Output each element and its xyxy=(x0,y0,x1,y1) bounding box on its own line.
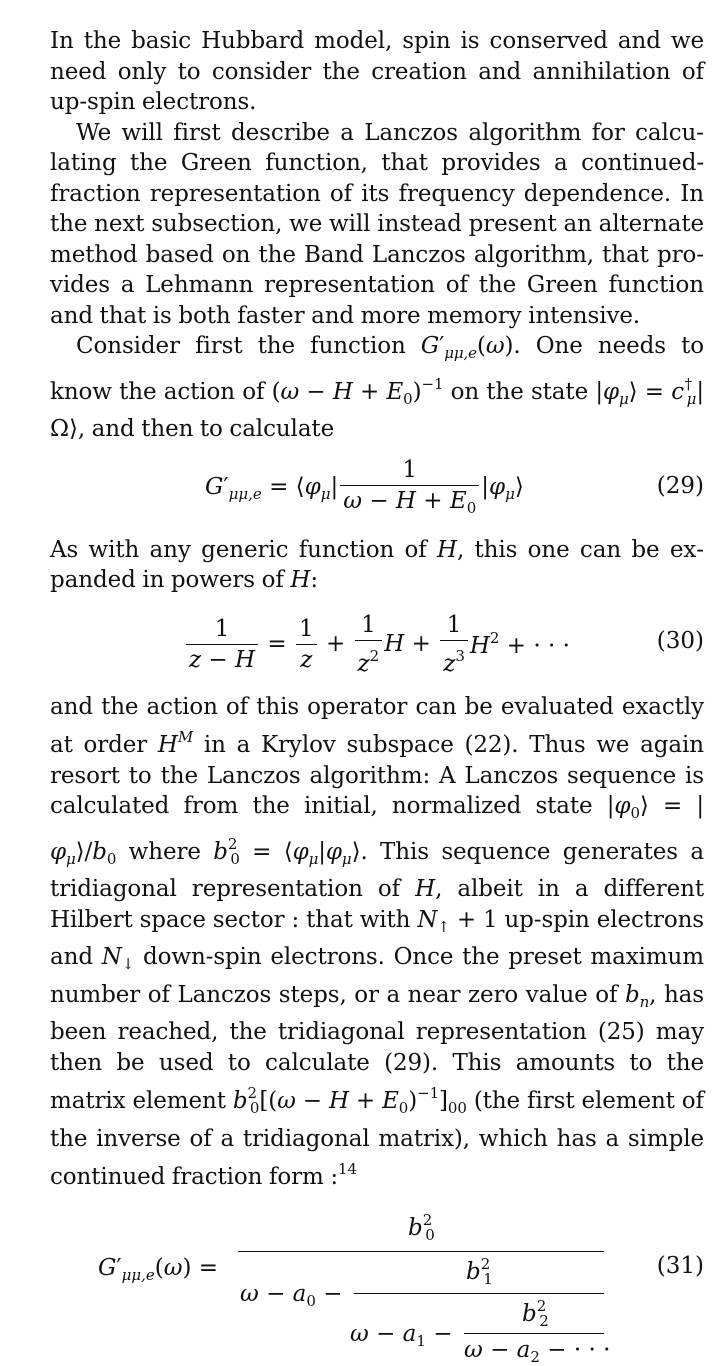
math-state: $|\varphi_\mu⟩$ = $c^\dagger_\mu|\Omega⟩$ xyxy=(50,374,704,442)
p4-text-a: As with any generic function of xyxy=(50,536,427,563)
equation-29 xyxy=(50,445,704,535)
eq31-omega-a0: $\omega - a_0$ − xyxy=(240,1280,343,1310)
p3-text-d: , and then to calculate xyxy=(77,416,335,442)
eq31-omega-a1: $\omega - a_1$ − xyxy=(350,1320,453,1350)
p3-text-c: on the state xyxy=(450,378,589,405)
paragraph-2: We will first describe a Lanczos algorithm for calculating the Green function, that provides a continued-fraction representation of its frequency dependence. In the next subsection, we will instead present an alternate method based on the Band Lanczos algorithm, that provides a Lehmann representation of the Green function and that is both faster and more memory intensive. xyxy=(50,119,704,329)
eq30-body: $\frac{1}{z - H}$ = $\frac{1}{z}$ + $\frac{1}{z^2}$ H + $\frac{1}{z^3}$ $H^2$ + · · · xyxy=(184,612,570,677)
eq31-b1sq: $b^2_1$ xyxy=(466,1254,493,1288)
eq29-number: (29) xyxy=(656,472,704,499)
p5-text-h: , has been reached, the tridiagonal representation (25) may then be used to calculate (29). This amounts to the matrix element xyxy=(50,981,704,1114)
p4-text-b: , this one can be expanded in powers of xyxy=(50,536,704,593)
eq31-third-bar xyxy=(464,1333,604,1334)
p5-text-d: . This sequence generates a tridiagonal representation of xyxy=(50,838,704,902)
eq31-omega-a2: $\omega - a_2$ − · · · xyxy=(464,1336,611,1366)
p5-text-e: , albeit in a different Hilbert space sector : that with xyxy=(50,876,704,933)
paragraph-1: In the basic Hubbard model, spin is conserved and we need only to consider the creation and annihilation of up-spin electrons. xyxy=(50,28,704,115)
eq31-b0sq: $b^2_0$ xyxy=(408,1210,435,1244)
math-g-prime: $G'_{\mu\mu,e}(\omega)$ xyxy=(420,333,514,362)
paragraph-5: and the action of this operator can be evaluated exactly at order $H^M$ in a Krylov subspace (22). Thus we again resort to the Lanczos algorithm: A Lanczos sequence is calculated from the initial, normalized state $|\varphi_0⟩$ = $|\varphi_\mu⟩/b_0$ where $b^2_0$ = $⟨\varphi_\mu|\varphi_\mu⟩$. This sequence generates a tridiagonal representation of H, albeit in a different Hilbert space sector : that with $N_↑ + 1$ up-spin electrons and $N_↓$ down-spin electrons. Once the preset maximum number of Lanczos steps, or a near zero value of $b_n$, has been reached, the tridiagonal representation (25) may then be used to calculate (29). This amounts to the matrix element $b^2_0[(\omega - H + E_0)^{-1}]_{00}$ (the first element of the inverse of a tridiagonal matrix), which has a simple continued fraction form :$^{14}$ xyxy=(50,693,704,1190)
p5-text-f: up-spin electrons and xyxy=(50,906,704,970)
p3-text-a: Consider first the function xyxy=(76,333,406,359)
equation-30 xyxy=(50,596,704,692)
eq30-number: (30) xyxy=(656,627,704,654)
paragraph-4: As with any generic function of H, this one can be expanded in powers of H: xyxy=(50,536,704,593)
p5-text-c: where xyxy=(128,838,201,865)
p5-text-g: down-spin electrons. Once the preset maximum number of Lanczos steps, or a near zero value of xyxy=(50,944,704,1008)
eq31-number: (31) xyxy=(656,1252,704,1279)
p5-text-i: (the first element of the inverse of a tridiagonal matrix), which has a simple continued fraction form : xyxy=(50,1088,704,1190)
equation-31 xyxy=(50,1210,704,1366)
eq31-main-bar xyxy=(238,1251,604,1252)
p5-text-b: in a Krylov subspace (22). Thus we again resort to the Lanczos algorithm: A Lanczos sequence is calculated from the initial, normalized state xyxy=(50,732,704,819)
math-resolvent: $(\omega - H + E_0)^{-1}$ xyxy=(271,374,444,408)
eq31-b2sq: $b^2_2$ xyxy=(522,1296,549,1330)
p3-text-b: . One needs to know the action of xyxy=(50,333,704,405)
eq31-lhs: $G'_{\mu\mu,e}(\omega)$ = xyxy=(98,1254,219,1284)
paper-page xyxy=(50,26,704,1366)
p4-text-c: : xyxy=(310,567,318,593)
eq29-body: $G'_{\mu\mu,e}$ = $⟨\varphi_\mu|$ $\frac{1}{\omega - H + E_0}$ $|\varphi_\mu⟩$ xyxy=(205,457,524,521)
eq29-fraction: $\frac{1}{\omega - H + E_0}$ xyxy=(340,457,479,521)
footnote-marker: 14 xyxy=(338,1160,357,1178)
p5-text-a: and the action of this operator can be evaluated exactly at order xyxy=(50,693,704,758)
paragraph-3 xyxy=(50,331,704,445)
eq31-second-bar xyxy=(354,1293,604,1294)
